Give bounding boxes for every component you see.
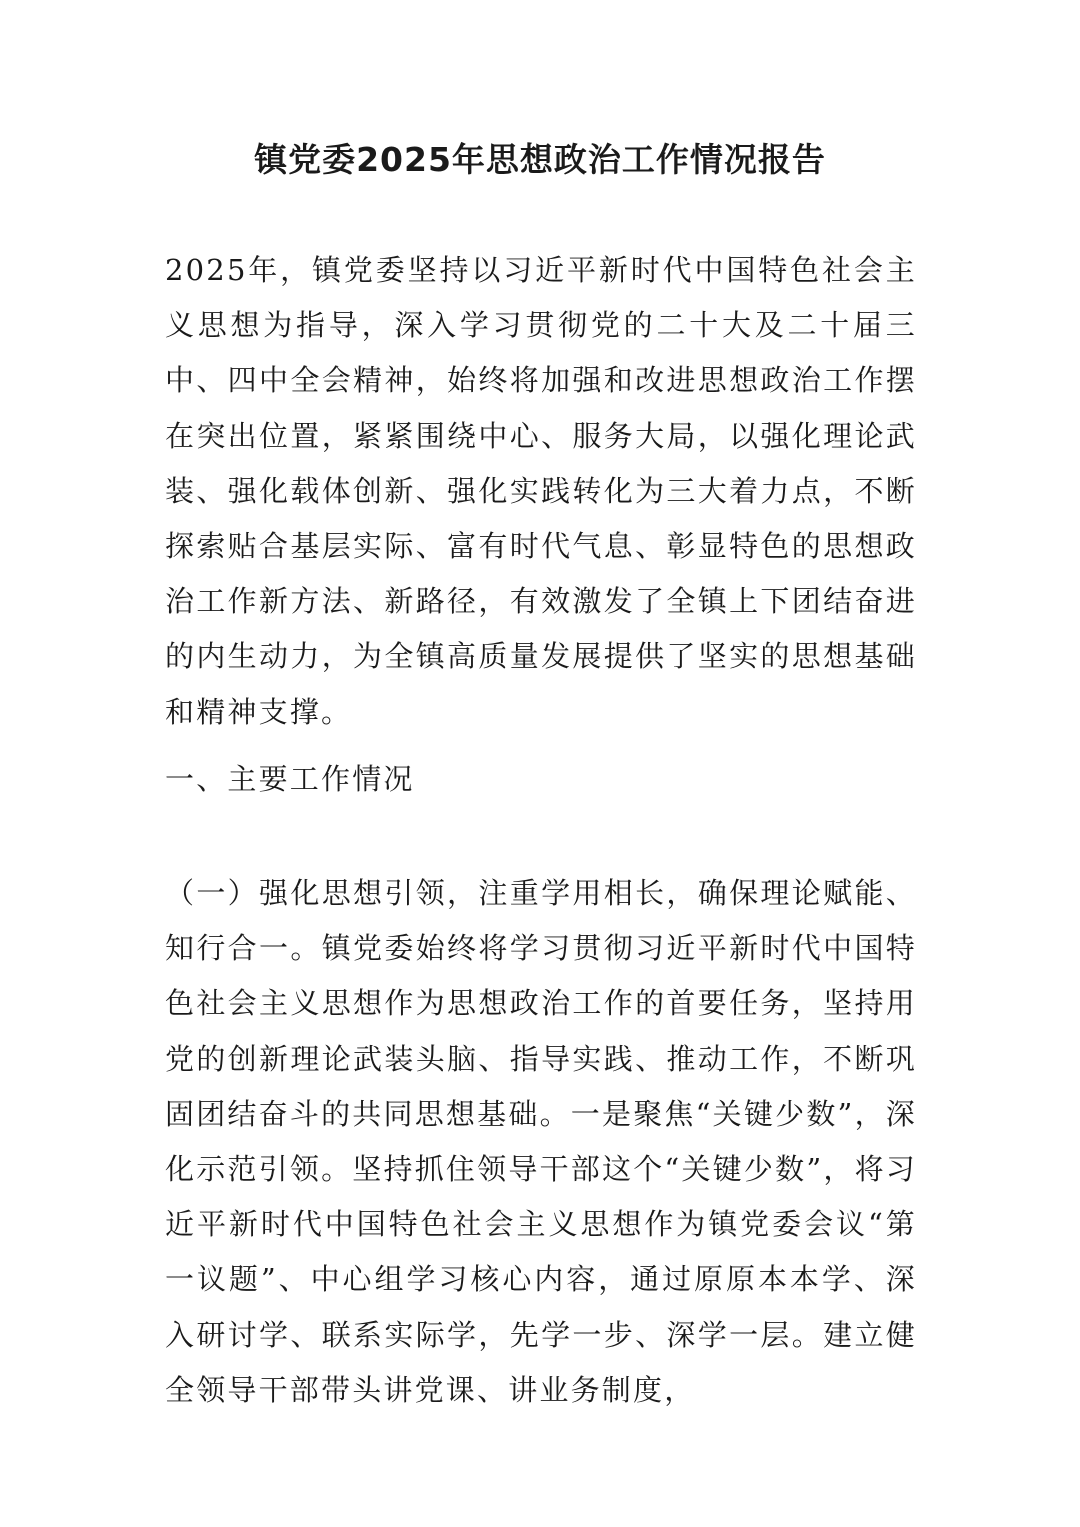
subsection-paragraph-1: （一）强化思想引领，注重学用相长，确保理论赋能、知行合一。镇党委始终将学习贯彻习近平新时代中国特色社会主义思想作为思想政治工作的首要任务，坚持用党的创新理论武装头脑、指导实践、推动工作，不断巩固团结奋斗的共同思想基础。一是聚焦“关键少数”，深化示范引领。坚持抓住领导干部这个“关键少数”，将习近平新时代中国特色社会主义思想作为镇党委会议“第一议题”、中心组学习核心内容，通过原原本本学、深入研讨学、联系实际学，先学一步、深学一层。建立健全领导干部带头讲党课、讲业务制度， [165, 876, 917, 1407]
intro-paragraph: 2025年，镇党委坚持以习近平新时代中国特色社会主义思想为指导，深入学习贯彻党的二十大及二十届三中、四中全会精神，始终将加强和改进思想政治工作摆在突出位置，紧紧围绕中心、服务大局，以强化理论武装、强化载体创新、强化实践转化为三大着力点，不断探索贴合基层实际、富有时代气息、彰显特色的思想政治工作新方法、新路径，有效激发了全镇上下团结奋进的内生动力，为全镇高质量发展提供了坚实的思想基础和精神支撑。 [165, 253, 917, 729]
section-heading-main-work: 一、主要工作情况 [165, 762, 415, 796]
document-title: 镇党委2025年思想政治工作情况报告 [254, 140, 826, 179]
